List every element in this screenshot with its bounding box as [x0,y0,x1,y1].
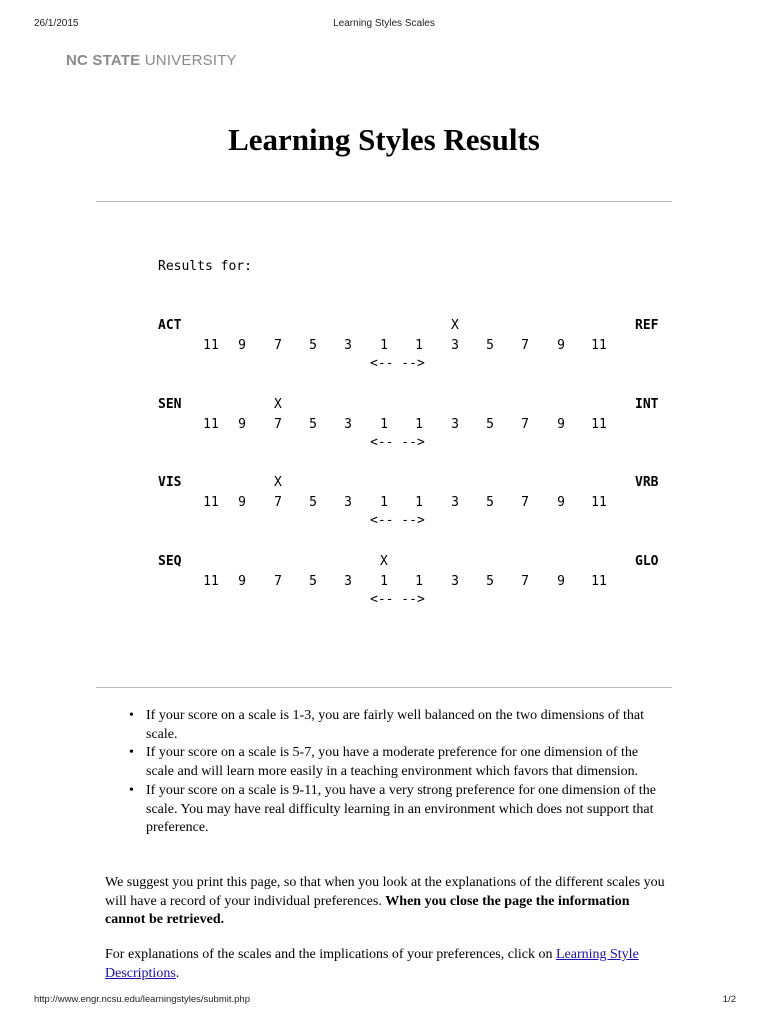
scale-number: 5 [309,495,317,510]
print-title: Learning Styles Scales [333,18,435,29]
scale-number: 11 [591,338,607,353]
scale-number: 9 [557,574,565,589]
scale-number: 5 [309,417,317,432]
print-suggestion [105,874,665,930]
scale-number: 3 [451,417,459,432]
scale-left-label: SEN [158,397,182,412]
scale-number: 11 [591,495,607,510]
scale-number: 3 [451,495,459,510]
scale-number: 1 [380,417,388,432]
scale-number: 7 [274,574,282,589]
scale-right-label: VRB [635,475,659,490]
scale-number: 1 [415,417,423,432]
learning-style-descriptions-link[interactable]: Learning Style Descriptions [105,947,639,981]
scale-arrows: <-- --> [370,592,425,607]
scale-number: 9 [238,338,246,353]
page-title: Learning Styles Results [228,122,540,157]
score-guidance-list [128,707,668,838]
scale-number: 3 [344,495,352,510]
scale-right-label: REF [635,318,659,333]
scale-number: 1 [415,495,423,510]
suggestion-warning: When you close the page the information cannot be retrieved. [105,893,630,928]
scale-number: 1 [415,338,423,353]
scale-number: 11 [591,417,607,432]
print-date: 26/1/2015 [34,18,79,29]
scale-number: 5 [486,574,494,589]
results-for-label: Results for: [158,259,252,274]
scale-number: 1 [415,574,423,589]
logo-brand: NC STATE [66,52,141,69]
scale-left-label: ACT [158,318,182,333]
list-item: • If your score on a scale is 5-7, you have a moderate preference for one dimension of the scale and will learn more easily in a teaching environment which favors that dimension. [128,744,668,781]
scale-left-label: VIS [158,475,182,490]
logo-rest: UNIVERSITY [144,52,237,69]
scale-arrows: <-- --> [370,435,425,450]
scale-number: 11 [203,338,219,353]
scale-number: 5 [486,495,494,510]
scale-score-mark: X [274,475,282,490]
scale-number: 7 [274,495,282,510]
scale-number: 11 [203,495,219,510]
scale-right-label: INT [635,397,659,412]
scale-score-mark: X [274,397,282,412]
scale-number: 7 [521,495,529,510]
scale-number: 5 [309,338,317,353]
bottom-divider [96,687,672,688]
list-item: • If your score on a scale is 9-11, you have a very strong preference for one dimension of the scale. You may have real difficulty learning in an environment which does not support that preference. [128,782,668,838]
scale-number: 7 [274,338,282,353]
scale-number: 3 [344,417,352,432]
scale-number: 1 [380,495,388,510]
scale-number: 3 [344,574,352,589]
scale-number: 5 [486,338,494,353]
explanations-end: . [175,965,180,981]
scale-number: 9 [557,417,565,432]
scale-right-label: GLO [635,554,659,569]
list-item: • If your score on a scale is 1-3, you are fairly well balanced on the two dimensions of that scale. [128,707,668,744]
scale-number: 5 [309,574,317,589]
scale-number: 7 [274,417,282,432]
scale-number: 11 [591,574,607,589]
explanations-text: For explanations of the scales and the implications of your preferences, click on [105,947,553,962]
print-page-number: 1/2 [722,994,736,1005]
scale-number: 11 [203,417,219,432]
top-divider [96,201,672,202]
scale-number: 9 [238,495,246,510]
scale-number: 5 [486,417,494,432]
scale-number: 9 [238,417,246,432]
scale-number: 7 [521,574,529,589]
scale-score-mark: X [380,554,388,569]
scale-number: 9 [557,338,565,353]
scale-number: 7 [521,417,529,432]
scale-number: 3 [451,338,459,353]
scale-number: 9 [238,574,246,589]
scale-arrows: <-- --> [370,513,425,528]
scale-number: 1 [380,574,388,589]
explanations-paragraph [105,946,665,983]
suggestion-text: We suggest you print this page, so that when you look at the explanations of the different scales you will have a record of your individual preferences. [105,875,665,909]
scale-number: 3 [451,574,459,589]
scale-number: 1 [380,338,388,353]
scale-number: 3 [344,338,352,353]
scale-number: 11 [203,574,219,589]
scale-arrows: <-- --> [370,356,425,371]
print-url: http://www.engr.ncsu.edu/learningstyles/submit.php [34,994,250,1005]
scale-number: 7 [521,338,529,353]
university-logo[interactable] [66,52,237,69]
scale-left-label: SEQ [158,554,182,569]
scale-number: 9 [557,495,565,510]
scale-score-mark: X [451,318,459,333]
